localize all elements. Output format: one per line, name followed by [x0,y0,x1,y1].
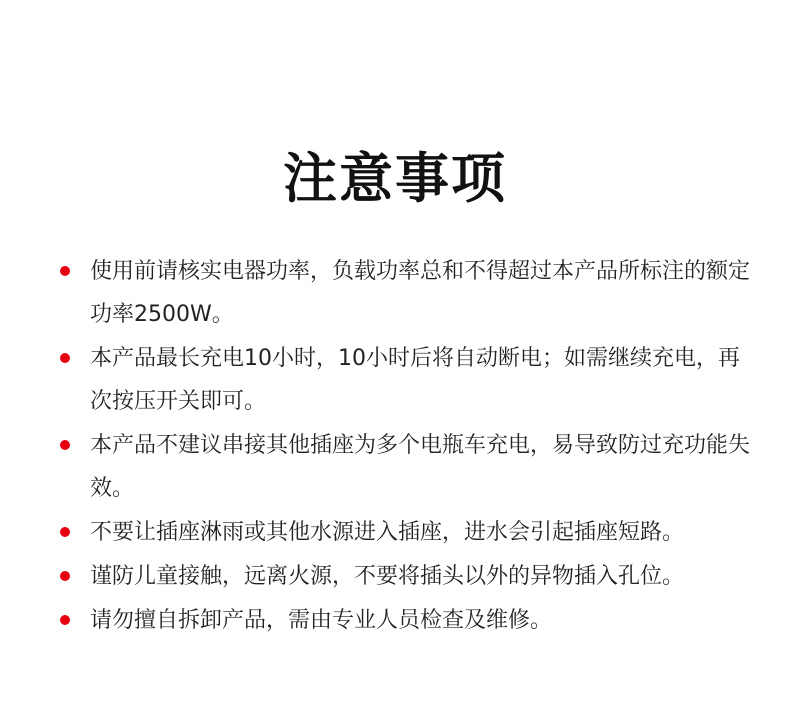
note-text: 请勿擅自拆卸产品，需由专业人员检查及维修。 [90,608,553,633]
bullet-dot-icon [60,353,70,363]
note-item [60,250,750,336]
bullet-dot-icon [60,266,70,276]
note-text: 不要让插座淋雨或其他水源进入插座，进水会引起插座短路。 [90,520,685,545]
note-item [60,337,750,423]
note-text: 谨防儿童接触，远离火源，不要将插头以外的异物插入孔位。 [90,564,685,589]
bullet-dot-icon [60,527,70,537]
bullet-dot-icon [60,440,70,450]
page-title: 注意事项 [283,147,507,211]
notes-list [60,250,750,643]
bullet-dot-icon [60,571,70,581]
note-text: 本产品不建议串接其他插座为多个电瓶车充电，易导致防过充功能失效。 [90,433,751,501]
note-item [60,599,750,642]
note-text: 本产品最长充电10小时，10小时后将自动断电；如需继续充电，再次按压开关即可。 [90,346,740,414]
note-item [60,424,750,510]
note-text: 使用前请核实电器功率，负载功率总和不得超过本产品所标注的额定功率2500W。 [90,259,751,327]
note-item [60,555,750,598]
bullet-dot-icon [60,615,70,625]
note-item [60,511,750,554]
